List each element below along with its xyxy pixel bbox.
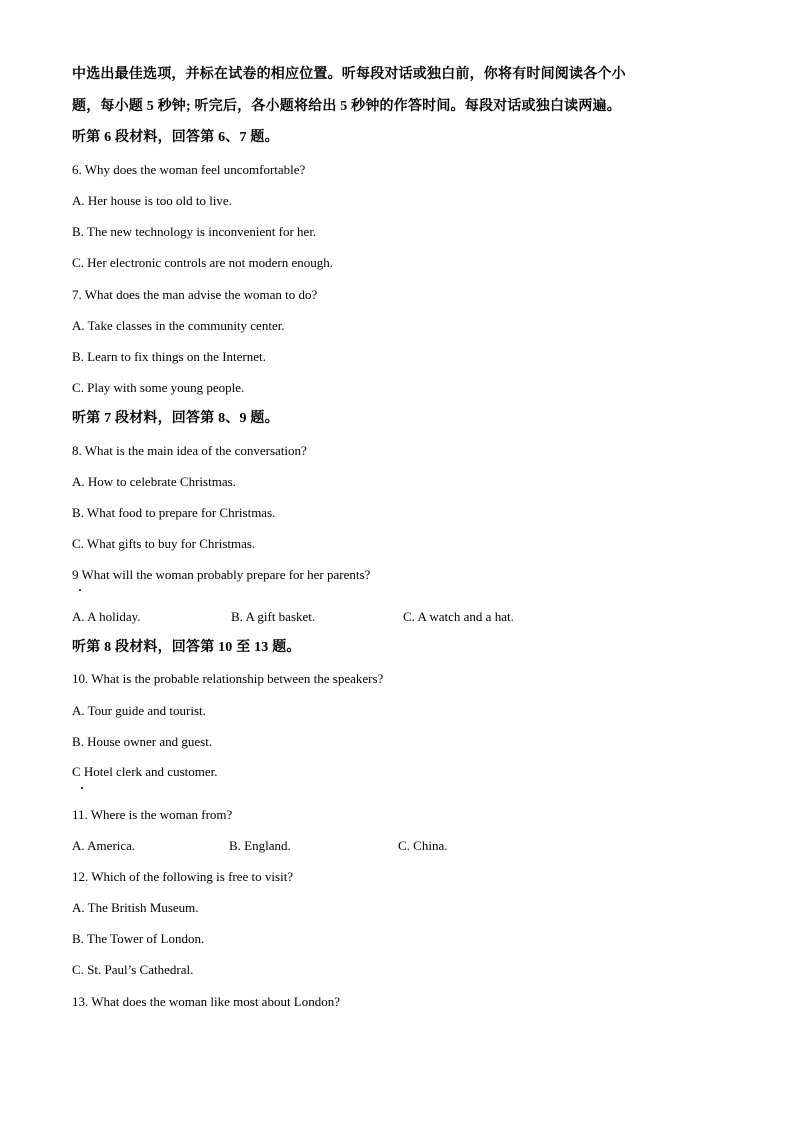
question-7-option-a: A. Take classes in the community center. (72, 318, 285, 333)
question-12-option-b: B. The Tower of London. (72, 931, 205, 946)
question-8-option-b: B. What food to prepare for Christmas. (72, 505, 276, 520)
question-10-stem: 10. What is the probable relationship between the speakers? (72, 671, 384, 686)
intro-line-2: 题，每小题 5 秒钟; 听完后，各小题将给出 5 秒钟的作答时间。每段对话或独白读两遍。 (72, 99, 621, 114)
question-10-option-a: A. Tour guide and tourist. (72, 703, 206, 718)
section-heading-6-7: 听第 6 段材料，回答第 6、7 题。 (72, 130, 279, 145)
question-7-stem: 7. What does the man advise the woman to do? (72, 287, 318, 302)
question-10-option-b: B. House owner and guest. (72, 734, 213, 749)
question-9-option-a: A. A holiday. (72, 609, 141, 624)
question-6-option-b: B. The new technology is inconvenient for her. (72, 224, 317, 239)
question-11-option-b: B. England. (229, 838, 291, 853)
question-7-option-c: C. Play with some young people. (72, 380, 245, 395)
question-6-option-c: C. Her electronic controls are not modern enough. (72, 255, 333, 270)
question-6-option-a: A. Her house is too old to live. (72, 193, 232, 208)
intro-line-1: 中选出最佳选项，并标在试卷的相应位置。听每段对话或独白前，你将有时间阅读各个小 (72, 67, 626, 82)
question-8-stem: 8. What is the main idea of the conversation? (72, 443, 307, 458)
question-12-option-c: C. St. Paul’s Cathedral. (72, 962, 194, 977)
question-9-stem: 9 What will the woman probably prepare for her parents? (72, 567, 371, 582)
question-9-option-c: C. A watch and a hat. (403, 609, 514, 624)
question-13-stem: 13. What does the woman like most about London? (72, 994, 341, 1009)
section-heading-8-9: 听第 7 段材料，回答第 8、9 题。 (72, 411, 279, 426)
stray-dot (79, 589, 81, 591)
question-8-option-a: A. How to celebrate Christmas. (72, 474, 236, 489)
question-6-stem: 6. Why does the woman feel uncomfortable? (72, 162, 306, 177)
question-11-stem: 11. Where is the woman from? (72, 807, 233, 822)
stray-dot (81, 787, 83, 789)
question-7-option-b: B. Learn to fix things on the Internet. (72, 349, 266, 364)
question-11-option-a: A. America. (72, 838, 136, 853)
question-9-option-b: B. A gift basket. (231, 609, 316, 624)
question-12-stem: 12. Which of the following is free to visit? (72, 869, 294, 884)
question-11-option-c: C. China. (398, 838, 448, 853)
question-12-option-a: A. The British Museum. (72, 900, 199, 915)
section-heading-10-13: 听第 8 段材料，回答第 10 至 13 题。 (72, 640, 301, 655)
question-10-option-c: C Hotel clerk and customer. (72, 764, 218, 779)
question-8-option-c: C. What gifts to buy for Christmas. (72, 536, 256, 551)
